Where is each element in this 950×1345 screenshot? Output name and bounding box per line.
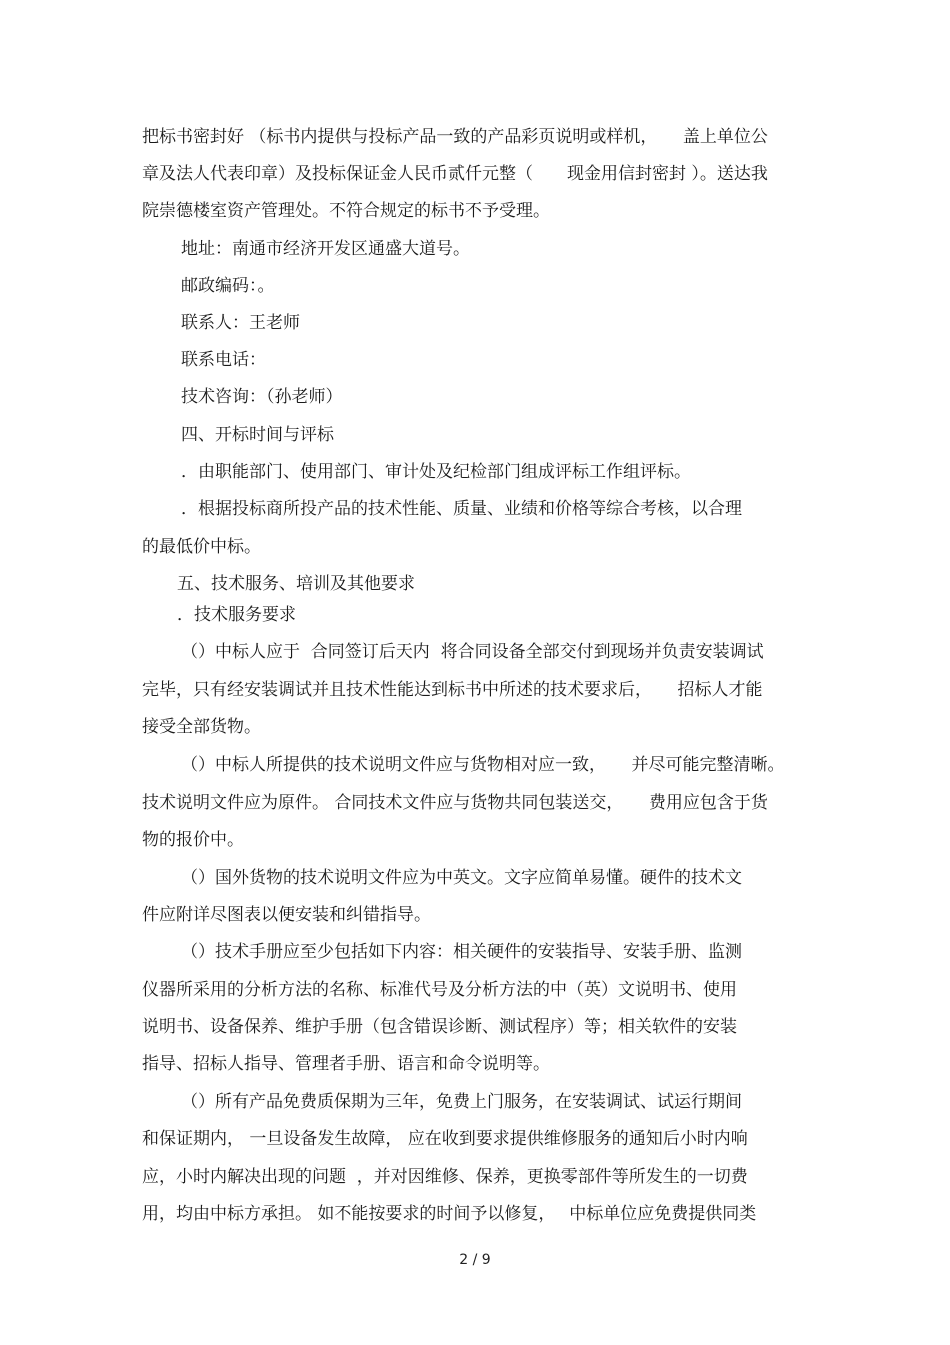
text-line-20: 物的报价中。 <box>142 830 244 850</box>
text-line-24: 仪器所采用的分析方法的名称、标准代号及分析方法的中（英）文说明书、使用 <box>142 980 737 1000</box>
text-line-21: （）国外货物的技术说明文件应为中英文。文字应简单易懂。硬件的技术文 <box>181 868 742 888</box>
text-line-16: 完毕，只有经安装调试并且技术性能达到标书中所述的技术要求后， 招标人才能 <box>142 680 763 700</box>
text-line-29: 应，小时内解决出现的问题 ，并对因维修、保养，更换零部件等所发生的一切费 <box>142 1167 748 1187</box>
text-line-1: 把标书密封好 （标书内提供与投标产品一致的产品彩页说明或样机， 盖上单位公 <box>142 127 768 147</box>
text-line-10: ．由职能部门、使用部门、审计处及纪检部门组成评标工作组评标。 <box>181 462 691 482</box>
text-line-12: 的最低价中标。 <box>142 537 261 557</box>
text-line-4: 地址：南通市经济开发区通盛大道号。 <box>181 239 470 259</box>
text-line-19: 技术说明文件应为原件。 合同技术文件应与货物共同包装送交， 费用应包含于货 <box>142 793 768 813</box>
text-line-18: （）中标人所提供的技术说明文件应与货物相对应一致， 并尽可能完整清晰。 <box>181 755 785 775</box>
text-line-14: ．技术服务要求 <box>177 605 296 625</box>
text-line-11: ．根据投标商所投产品的技术性能、质量、业绩和价格等综合考核，以合理 <box>181 499 742 519</box>
text-line-5: 邮政编码：。 <box>181 276 275 296</box>
text-line-17: 接受全部货物。 <box>142 717 261 737</box>
text-line-8: 技术咨询：（孙老师） <box>181 387 343 407</box>
page-number: 2 / 9 <box>459 1252 491 1268</box>
text-line-25: 说明书、设备保养、维护手册（包含错误诊断、测试程序）等；相关软件的安装 <box>142 1017 737 1037</box>
text-line-15: （）中标人应于 合同签订后天内 将合同设备全部交付到现场并负责安装调试 <box>181 642 764 662</box>
text-line-2: 章及法人代表印章）及投标保证金人民币贰仟元整（ 现金用信封密封 ）。送达我 <box>142 164 768 184</box>
text-line-7: 联系电话： <box>181 350 266 370</box>
text-line-22: 件应附详尽图表以便安装和纠错指导。 <box>142 905 431 925</box>
text-line-3: 院崇德楼室资产管理处。不符合规定的标书不予受理。 <box>142 201 550 221</box>
text-line-28: 和保证期内， 一旦设备发生故障， 应在收到要求提供维修服务的通知后小时内响 <box>142 1129 748 1149</box>
text-line-26: 指导、招标人指导、管理者手册、语言和命令说明等。 <box>142 1054 550 1074</box>
section-heading-5: 五、技术服务、培训及其他要求 <box>177 574 415 594</box>
section-heading-4: 四、开标时间与评标 <box>181 425 334 445</box>
text-line-23: （）技术手册应至少包括如下内容：相关硬件的安装指导、安装手册、监测 <box>181 942 742 962</box>
text-line-27: （）所有产品免费质保期为三年，免费上门服务，在安装调试、试运行期间 <box>181 1092 742 1112</box>
text-line-30: 用，均由中标方承担。 如不能按要求的时间予以修复， 中标单位应免费提供同类 <box>142 1204 757 1224</box>
text-line-6: 联系人：王老师 <box>181 313 300 333</box>
